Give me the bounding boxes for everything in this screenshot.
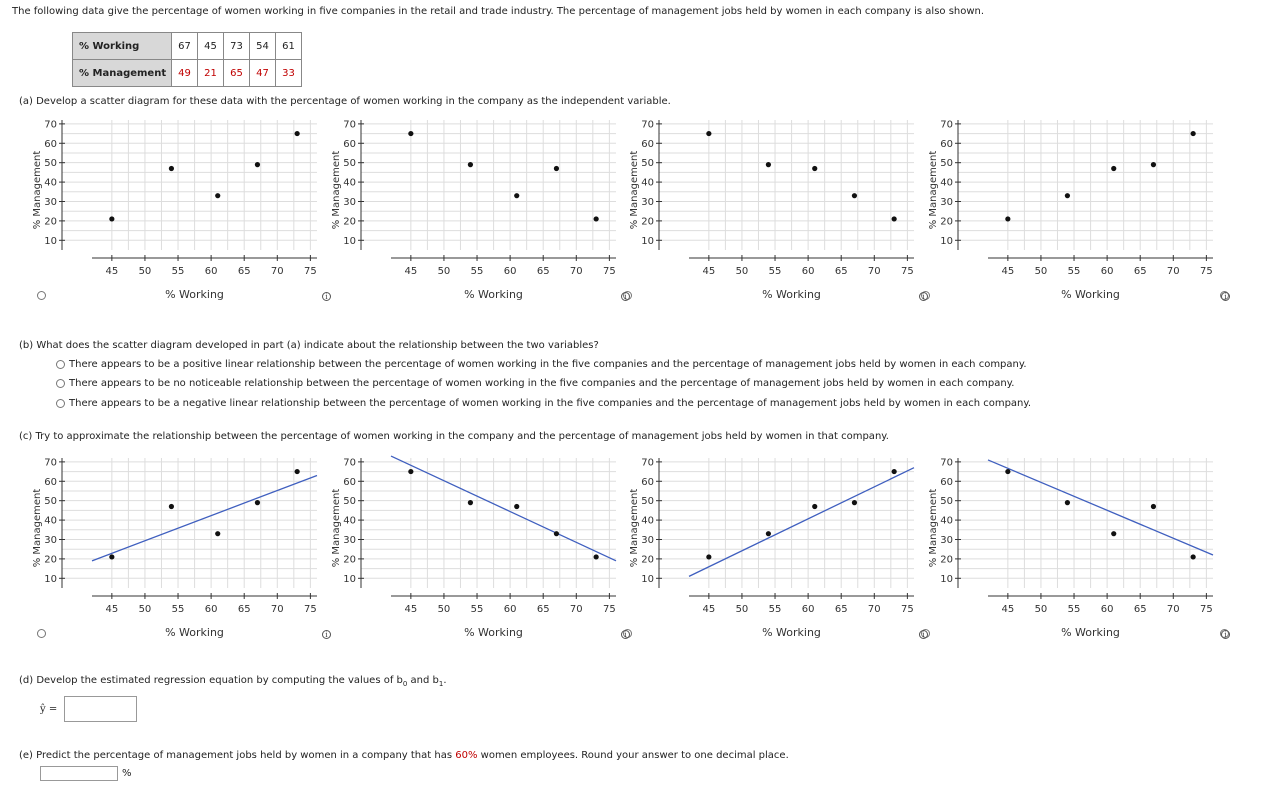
y-tick-label: 40: [641, 515, 654, 527]
y-tick-label: 70: [44, 457, 57, 469]
data-point: [766, 162, 771, 167]
x-tick-label: 70: [867, 266, 881, 277]
y-tick-label: 10: [44, 235, 57, 247]
y-axis-label: % Management: [928, 150, 939, 230]
part-d-end: .: [443, 675, 447, 686]
y-tick-label: 20: [940, 554, 953, 566]
data-point: [1065, 193, 1070, 198]
y-tick-label: 70: [940, 119, 953, 131]
data-point: [706, 554, 711, 559]
y-tick-label: 30: [940, 196, 953, 208]
x-tick-label: 70: [569, 266, 583, 277]
x-tick-label: 70: [867, 604, 881, 615]
data-point: [766, 531, 771, 536]
table-cell: 33: [276, 60, 302, 87]
y-axis-label: % Management: [32, 150, 43, 230]
y-tick-label: 60: [343, 138, 356, 150]
table-row: [73, 60, 302, 87]
data-point: [812, 166, 817, 171]
scatter-chart: [32, 112, 327, 312]
table-cell: 65: [224, 60, 250, 87]
part-e-text-post: women employees. Round your answer to one decimal place.: [477, 750, 789, 761]
y-tick-label: 30: [343, 196, 356, 208]
x-tick-label: 65: [237, 266, 251, 277]
subscript-0: 0: [402, 680, 408, 688]
y-axis-label: % Management: [629, 488, 640, 568]
x-tick-label: 60: [801, 266, 815, 277]
intro-text: The following data give the percentage of women working in five companies in the retail and trade industry. The percentage of management jobs held by women in each company is also shown.: [12, 6, 985, 17]
x-tick-label: 75: [901, 604, 914, 615]
fit-line: [988, 460, 1213, 555]
x-tick-label: 75: [603, 604, 616, 615]
data-point: [514, 504, 519, 509]
data-point: [295, 469, 300, 474]
part-d-and: and b: [407, 675, 439, 686]
y-tick-label: 50: [343, 158, 356, 170]
scatter-chart: [331, 112, 626, 312]
y-tick-label: 10: [343, 573, 356, 585]
y-tick-label: 20: [343, 554, 356, 566]
data-point: [255, 500, 260, 505]
data-point: [169, 504, 174, 509]
scatter-chart: [928, 450, 1223, 650]
option-label[interactable]: There appears to be a negative linear relationship between the percentage of women working in the five companies and the percentage of management jobs held by women in each company.: [69, 398, 1032, 409]
regression-equation-input[interactable]: [64, 696, 137, 722]
x-tick-label: 60: [1100, 604, 1114, 615]
x-tick-label: 55: [768, 266, 782, 277]
percent-unit: %: [122, 768, 132, 779]
x-tick-label: 65: [834, 604, 848, 615]
y-tick-label: 40: [44, 177, 57, 189]
chart-option-radio[interactable]: [37, 291, 46, 300]
x-tick-label: 70: [270, 266, 284, 277]
x-tick-label: 75: [304, 266, 317, 277]
table-cell: 45: [198, 33, 224, 60]
y-tick-label: 70: [641, 119, 654, 131]
x-tick-label: 75: [1200, 266, 1213, 277]
y-tick-label: 30: [44, 196, 57, 208]
x-tick-label: 55: [768, 604, 782, 615]
y-axis-label: % Management: [331, 150, 342, 230]
table-row: [73, 33, 302, 60]
option-label[interactable]: There appears to be a positive linear relationship between the percentage of women working in the five companies and the percentage of management jobs held by women in each company.: [69, 359, 1027, 370]
x-tick-label: 50: [437, 604, 451, 615]
y-tick-label: 30: [940, 534, 953, 546]
x-tick-label: 50: [1034, 604, 1048, 615]
x-tick-label: 75: [1200, 604, 1213, 615]
x-tick-label: 45: [105, 266, 119, 277]
data-point: [408, 469, 413, 474]
x-tick-label: 60: [503, 266, 517, 277]
data-point: [706, 131, 711, 136]
scatter-chart: [928, 112, 1223, 312]
x-tick-label: 55: [470, 604, 484, 615]
y-tick-label: 50: [940, 496, 953, 508]
yhat-label: ŷ =: [40, 704, 58, 715]
x-tick-label: 65: [1133, 604, 1147, 615]
y-tick-label: 20: [641, 554, 654, 566]
y-axis-label: % Management: [928, 488, 939, 568]
data-point: [408, 131, 413, 136]
info-icon[interactable]: i: [322, 292, 331, 301]
x-tick-label: 45: [404, 604, 418, 615]
data-point: [468, 162, 473, 167]
y-tick-label: 40: [44, 515, 57, 527]
y-tick-label: 60: [44, 138, 57, 150]
x-tick-label: 60: [503, 604, 517, 615]
info-icon[interactable]: i: [919, 630, 928, 639]
y-tick-label: 10: [343, 235, 356, 247]
y-tick-label: 30: [641, 534, 654, 546]
x-axis-label: % Working: [464, 626, 523, 639]
x-tick-label: 60: [801, 604, 815, 615]
scatter-chart: [32, 450, 327, 650]
y-tick-label: 60: [940, 138, 953, 150]
table-cell: 49: [172, 60, 198, 87]
scatter-chart: [629, 112, 924, 312]
table-cell: 67: [172, 33, 198, 60]
option-radio[interactable]: [56, 360, 65, 369]
x-tick-label: 75: [901, 266, 914, 277]
y-tick-label: 60: [343, 476, 356, 488]
x-axis-label: % Working: [762, 288, 821, 301]
y-tick-label: 20: [940, 216, 953, 228]
x-tick-label: 50: [437, 266, 451, 277]
y-axis-label: % Management: [32, 488, 43, 568]
info-icon[interactable]: i: [1221, 630, 1230, 639]
x-tick-label: 45: [105, 604, 119, 615]
y-tick-label: 50: [940, 158, 953, 170]
part-e-text: (e) Predict the percentage of management jobs held by women in a company that has: [19, 750, 456, 761]
x-tick-label: 75: [603, 266, 616, 277]
part-d-text: (d) Develop the estimated regression equation by computing the values of b: [19, 675, 403, 686]
y-axis-label: % Management: [629, 150, 640, 230]
x-tick-label: 55: [171, 266, 185, 277]
data-point: [594, 216, 599, 221]
data-point: [1111, 166, 1116, 171]
data-point: [852, 193, 857, 198]
y-tick-label: 20: [641, 216, 654, 228]
option-radio[interactable]: [56, 379, 65, 388]
data-point: [1065, 500, 1070, 505]
x-tick-label: 50: [735, 266, 749, 277]
y-tick-label: 70: [44, 119, 57, 131]
data-point: [594, 554, 599, 559]
x-tick-label: 75: [304, 604, 317, 615]
x-tick-label: 55: [1067, 266, 1081, 277]
y-tick-label: 30: [44, 534, 57, 546]
data-point: [892, 216, 897, 221]
chart-option-radio[interactable]: [37, 629, 46, 638]
y-tick-label: 60: [940, 476, 953, 488]
y-tick-label: 70: [940, 457, 953, 469]
x-tick-label: 65: [536, 604, 550, 615]
y-axis-label: % Management: [331, 488, 342, 568]
x-tick-label: 70: [270, 604, 284, 615]
part-c-question: (c) Try to approximate the relationship between the percentage of women working in the company and the percentage of management jobs held by women in that company.: [19, 431, 889, 442]
y-tick-label: 60: [641, 476, 654, 488]
x-tick-label: 65: [834, 266, 848, 277]
x-tick-label: 55: [470, 266, 484, 277]
data-point: [1191, 131, 1196, 136]
table-cell: 47: [250, 60, 276, 87]
y-tick-label: 70: [343, 119, 356, 131]
scatter-chart: [331, 450, 626, 650]
x-tick-label: 65: [237, 604, 251, 615]
y-tick-label: 70: [343, 457, 356, 469]
y-tick-label: 50: [641, 496, 654, 508]
y-tick-label: 40: [940, 177, 953, 189]
data-point: [1151, 504, 1156, 509]
part-e-highlight: 60%: [455, 750, 478, 761]
info-icon[interactable]: i: [621, 630, 630, 639]
table-cell: 61: [276, 33, 302, 60]
x-tick-label: 45: [702, 266, 716, 277]
data-point: [554, 531, 559, 536]
data-point: [109, 216, 114, 221]
table-cell: 21: [198, 60, 224, 87]
data-point: [1191, 554, 1196, 559]
x-axis-label: % Working: [1061, 626, 1120, 639]
data-point: [812, 504, 817, 509]
table-row-label: % Management: [73, 60, 172, 87]
y-tick-label: 10: [641, 573, 654, 585]
y-tick-label: 30: [343, 534, 356, 546]
y-tick-label: 20: [343, 216, 356, 228]
x-axis-label: % Working: [464, 288, 523, 301]
y-tick-label: 50: [343, 496, 356, 508]
prediction-input[interactable]: [40, 766, 118, 781]
data-point: [255, 162, 260, 167]
y-tick-label: 50: [44, 496, 57, 508]
x-tick-label: 50: [735, 604, 749, 615]
table-cell: 54: [250, 33, 276, 60]
data-point: [468, 500, 473, 505]
x-tick-label: 65: [536, 266, 550, 277]
data-point: [215, 193, 220, 198]
part-d-question: [19, 675, 447, 688]
data-table: [72, 32, 302, 87]
data-point: [295, 131, 300, 136]
x-tick-label: 45: [702, 604, 716, 615]
y-tick-label: 70: [641, 457, 654, 469]
x-axis-label: % Working: [165, 288, 224, 301]
x-tick-label: 45: [1001, 266, 1015, 277]
data-point: [1005, 216, 1010, 221]
data-point: [514, 193, 519, 198]
x-axis-label: % Working: [762, 626, 821, 639]
part-e-question: [19, 750, 789, 761]
scatter-chart: [629, 450, 924, 650]
option-label[interactable]: There appears to be no noticeable relationship between the percentage of women working in the five companies and the percentage of management jobs held by women in each company.: [69, 378, 1015, 389]
y-tick-label: 40: [343, 515, 356, 527]
x-tick-label: 70: [1166, 604, 1180, 615]
y-tick-label: 10: [940, 235, 953, 247]
data-point: [169, 166, 174, 171]
option-radio[interactable]: [56, 399, 65, 408]
data-point: [852, 500, 857, 505]
data-point: [215, 531, 220, 536]
fit-line: [689, 468, 914, 577]
y-tick-label: 20: [44, 554, 57, 566]
table-row-label: % Working: [73, 33, 172, 60]
y-tick-label: 10: [641, 235, 654, 247]
info-icon[interactable]: i: [1221, 292, 1230, 301]
data-point: [1151, 162, 1156, 167]
x-tick-label: 60: [204, 604, 218, 615]
data-point: [892, 469, 897, 474]
x-tick-label: 60: [204, 266, 218, 277]
info-icon[interactable]: i: [621, 292, 630, 301]
x-tick-label: 55: [171, 604, 185, 615]
fit-line: [92, 475, 317, 560]
y-tick-label: 40: [343, 177, 356, 189]
x-axis-label: % Working: [165, 626, 224, 639]
y-tick-label: 40: [940, 515, 953, 527]
x-tick-label: 50: [1034, 266, 1048, 277]
y-tick-label: 10: [940, 573, 953, 585]
x-tick-label: 45: [1001, 604, 1015, 615]
x-tick-label: 55: [1067, 604, 1081, 615]
data-point: [109, 554, 114, 559]
subscript-1: 1: [438, 680, 444, 688]
x-tick-label: 50: [138, 266, 152, 277]
y-tick-label: 50: [641, 158, 654, 170]
y-tick-label: 40: [641, 177, 654, 189]
x-axis-label: % Working: [1061, 288, 1120, 301]
info-icon[interactable]: i: [919, 292, 928, 301]
info-icon[interactable]: i: [322, 630, 331, 639]
x-tick-label: 50: [138, 604, 152, 615]
data-point: [1005, 469, 1010, 474]
y-tick-label: 60: [641, 138, 654, 150]
y-tick-label: 60: [44, 476, 57, 488]
part-a-question: (a) Develop a scatter diagram for these data with the percentage of women working in the company as the independent variable.: [19, 96, 671, 107]
data-point: [554, 166, 559, 171]
y-tick-label: 30: [641, 196, 654, 208]
data-point: [1111, 531, 1116, 536]
x-tick-label: 70: [569, 604, 583, 615]
x-tick-label: 45: [404, 266, 418, 277]
x-tick-label: 70: [1166, 266, 1180, 277]
x-tick-label: 60: [1100, 266, 1114, 277]
part-b-question: (b) What does the scatter diagram developed in part (a) indicate about the relationship between the two variables?: [19, 340, 599, 351]
table-cell: 73: [224, 33, 250, 60]
y-tick-label: 50: [44, 158, 57, 170]
y-tick-label: 20: [44, 216, 57, 228]
y-tick-label: 10: [44, 573, 57, 585]
x-tick-label: 65: [1133, 266, 1147, 277]
